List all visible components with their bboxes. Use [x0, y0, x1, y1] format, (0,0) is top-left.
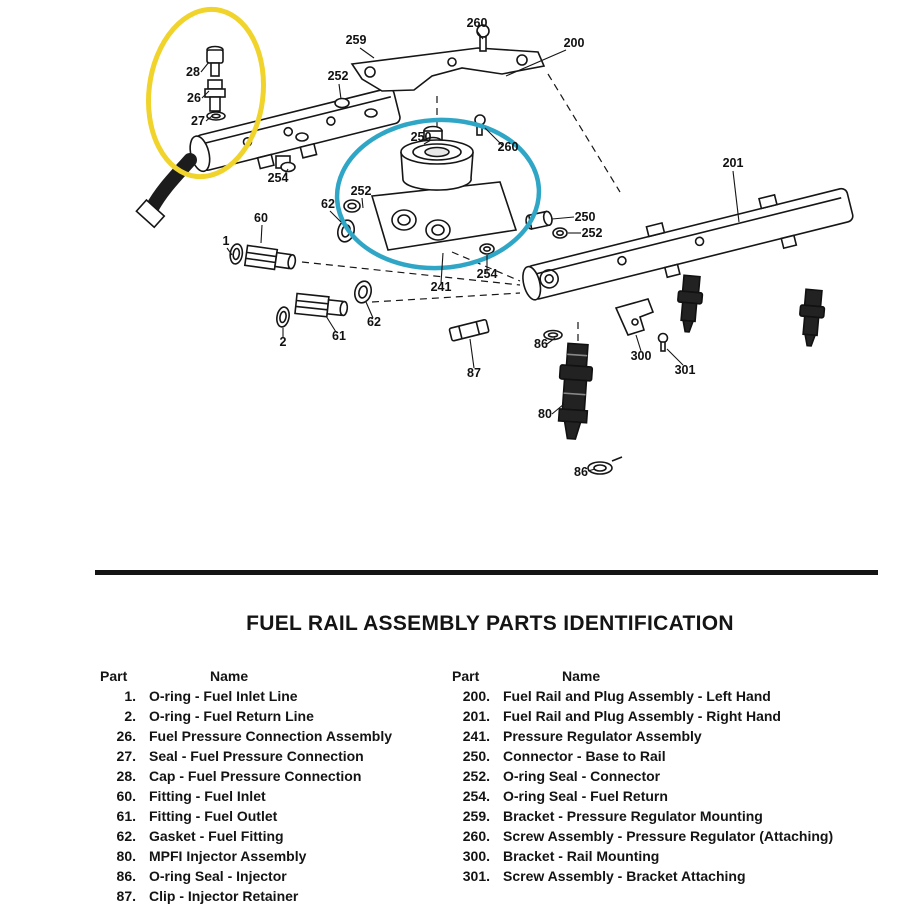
part-name: Fuel Rail and Plug Assembly - Left Hand	[503, 688, 771, 704]
callout-200: 200	[563, 36, 585, 50]
callout-2: 2	[279, 335, 287, 349]
fitting-gasket-upper	[336, 218, 357, 243]
part-number: 60.	[116, 788, 136, 804]
table-row	[98, 686, 448, 706]
table-row	[98, 826, 448, 846]
part-number: 252.	[462, 768, 490, 784]
table-row	[450, 686, 878, 706]
table-row	[98, 806, 448, 826]
part-number: 260.	[462, 828, 490, 844]
part-name: Bracket - Pressure Regulator Mounting	[503, 808, 763, 824]
callout-300: 300	[630, 349, 652, 363]
table-row	[450, 846, 878, 866]
part-number: 200.	[462, 688, 490, 704]
callout-254-a: 254	[267, 171, 289, 185]
callout-62-b: 62	[367, 315, 381, 329]
part-number: 2.	[124, 708, 136, 724]
injector-right-1	[675, 275, 704, 333]
injector-right-2	[797, 289, 826, 347]
callout-27: 27	[191, 114, 205, 128]
part-number: 27.	[116, 748, 136, 764]
callout-80: 80	[538, 407, 552, 421]
table-row	[450, 786, 878, 806]
callout-86-b: 86	[574, 465, 588, 479]
regulator-mounting-bracket	[352, 48, 544, 91]
callout-28: 28	[186, 65, 200, 79]
part-col-header: Part	[100, 668, 128, 684]
part-name: Cap - Fuel Pressure Connection	[149, 768, 362, 784]
part-number: 1.	[124, 688, 136, 704]
column-header	[450, 666, 878, 686]
part-name: Fitting - Fuel Inlet	[149, 788, 266, 804]
injector-oring-bottom	[588, 457, 622, 474]
part-name: O-ring Seal - Injector	[149, 868, 287, 884]
parts-column-left	[98, 666, 448, 906]
part-name: O-ring Seal - Fuel Return	[503, 788, 668, 804]
part-name: Gasket - Fuel Fitting	[149, 828, 284, 844]
table-row	[450, 866, 878, 886]
table-row	[98, 706, 448, 726]
bracket-screw	[659, 334, 668, 352]
name-col-header: Name	[562, 668, 601, 684]
part-name: Bracket - Rail Mounting	[503, 848, 660, 864]
part-number: 201.	[462, 708, 490, 724]
name-col-header: Name	[210, 668, 249, 684]
part-number: 241.	[462, 728, 490, 744]
table-row	[450, 746, 878, 766]
part-name: Fuel Pressure Connection Assembly	[149, 728, 392, 744]
callout-60: 60	[254, 211, 268, 225]
part-name: O-ring - Fuel Return Line	[149, 708, 314, 724]
callout-254-b: 254	[476, 267, 498, 281]
column-header	[98, 666, 448, 686]
table-row	[450, 806, 878, 826]
table-row	[450, 726, 878, 746]
part-name: Pressure Regulator Assembly	[503, 728, 702, 744]
table-row	[450, 766, 878, 786]
part-number: 86.	[116, 868, 136, 884]
callout-62-a: 62	[321, 197, 335, 211]
part-name: O-ring Seal - Connector	[503, 768, 661, 784]
callout-86-a: 86	[534, 337, 548, 351]
part-number: 259.	[462, 808, 490, 824]
table-row	[98, 766, 448, 786]
callout-250-b: 250	[574, 210, 596, 224]
part-name: Seal - Fuel Pressure Connection	[149, 748, 364, 764]
injector-retainer-clip	[449, 319, 489, 341]
part-number: 301.	[462, 868, 490, 884]
callout-26: 26	[187, 91, 201, 105]
callout-87: 87	[467, 366, 481, 380]
callout-252-b: 252	[350, 184, 372, 198]
pressure-regulator-assembly	[372, 140, 516, 250]
left-fuel-rail	[136, 87, 403, 227]
part-name: MPFI Injector Assembly	[149, 848, 307, 864]
fuel-pressure-connection-parts	[205, 47, 225, 121]
callout-301: 301	[674, 363, 696, 377]
part-name: Fuel Rail and Plug Assembly - Right Hand	[503, 708, 781, 724]
callout-1: 1	[222, 234, 230, 248]
table-row	[98, 786, 448, 806]
part-number: 254.	[462, 788, 490, 804]
part-number: 28.	[116, 768, 136, 784]
callout-201: 201	[722, 156, 744, 170]
table-row	[98, 726, 448, 746]
part-name: Screw Assembly - Bracket Attaching	[503, 868, 746, 884]
part-name: Screw Assembly - Pressure Regulator (Attaching)	[503, 828, 834, 844]
callout-260-top: 260	[466, 16, 488, 30]
fuel-inlet-fitting	[229, 243, 297, 272]
callout-259: 259	[345, 33, 367, 47]
part-col-header: Part	[452, 668, 480, 684]
callout-241: 241	[430, 280, 452, 294]
mpfi-injector-assembly	[555, 343, 594, 440]
table-row	[450, 826, 878, 846]
fuel-outlet-fitting	[275, 279, 373, 327]
table-row	[98, 866, 448, 886]
part-name: Fitting - Fuel Outlet	[149, 808, 278, 824]
callout-252-c: 252	[581, 226, 603, 240]
table-row	[98, 846, 448, 866]
part-number: 61.	[116, 808, 136, 824]
callout-250-a: 250	[410, 130, 432, 144]
part-name: O-ring - Fuel Inlet Line	[149, 688, 298, 704]
part-number: 87.	[116, 888, 136, 904]
part-number: 62.	[116, 828, 136, 844]
table-row	[98, 746, 448, 766]
callout-260-mid: 260	[497, 140, 519, 154]
parts-column-right	[450, 666, 878, 886]
part-name: Clip - Injector Retainer	[149, 888, 299, 904]
part-number: 26.	[116, 728, 136, 744]
rail-mounting-bracket	[616, 299, 653, 335]
part-name: Connector - Base to Rail	[503, 748, 666, 764]
callout-252-a: 252	[327, 69, 349, 83]
table-row	[98, 886, 448, 906]
part-number: 80.	[116, 848, 136, 864]
callout-61: 61	[332, 329, 346, 343]
table-row	[450, 706, 878, 726]
section-divider	[95, 570, 878, 575]
part-number: 250.	[462, 748, 490, 764]
page-title: FUEL RAIL ASSEMBLY PARTS IDENTIFICATION	[246, 612, 734, 635]
part-number: 300.	[462, 848, 490, 864]
